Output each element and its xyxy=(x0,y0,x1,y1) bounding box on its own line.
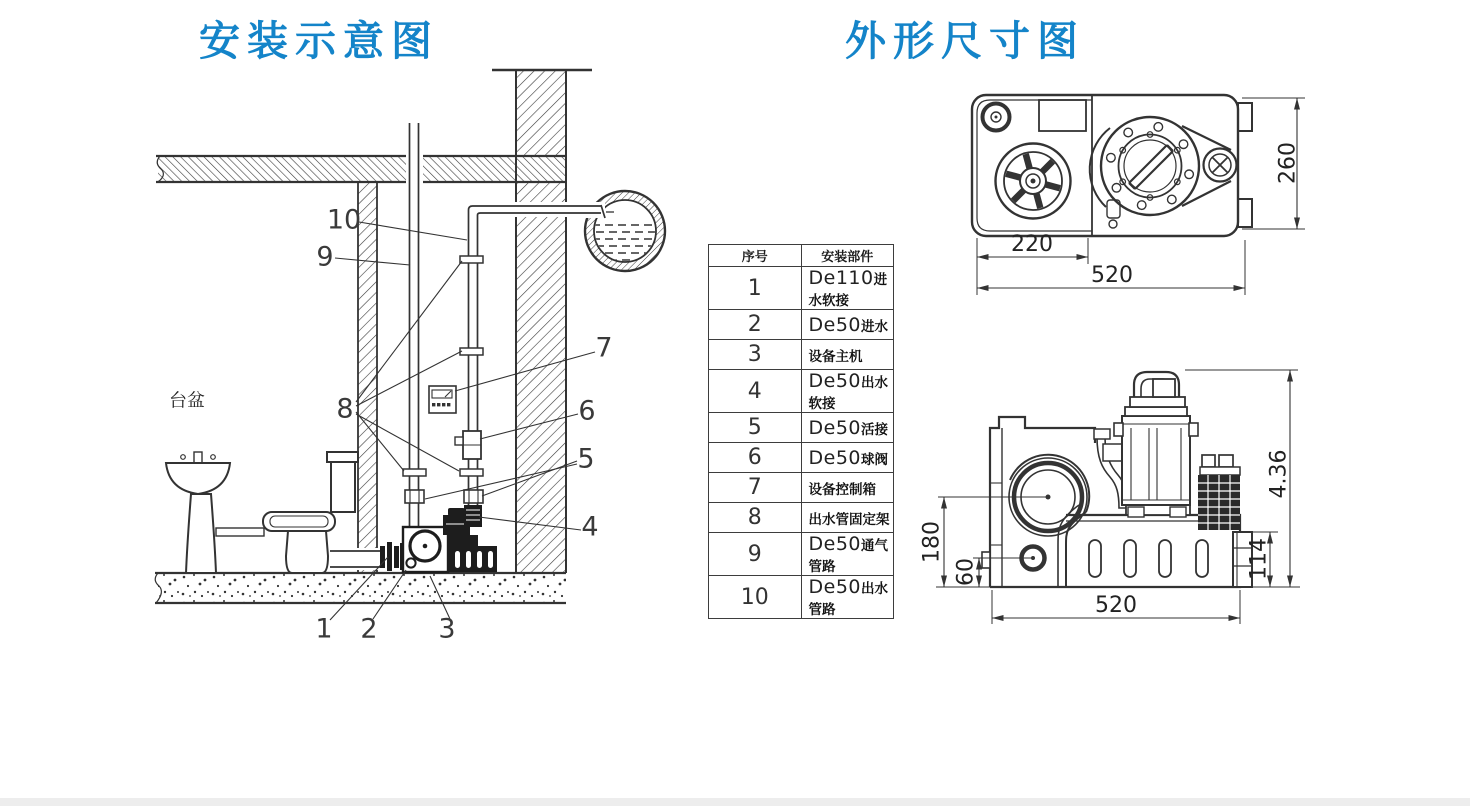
row-no: 3 xyxy=(709,340,802,370)
dim-front-width-total: 520 xyxy=(1095,593,1137,618)
dim-front-total-height: 4.36 xyxy=(1266,449,1292,499)
row-part xyxy=(801,576,894,619)
row-no: 7 xyxy=(709,473,802,503)
pump-unit xyxy=(380,505,497,572)
dim-top-width-partial: 220 xyxy=(1011,232,1053,257)
pipe-bracket xyxy=(460,348,483,355)
row-part xyxy=(801,267,894,310)
callout-2: 2 xyxy=(360,613,378,645)
inlet-flex-connector xyxy=(380,542,404,571)
wash-basin xyxy=(166,452,264,573)
ceiling-slab xyxy=(158,156,566,182)
row-no: 10 xyxy=(709,576,802,619)
callout-10: 10 xyxy=(326,204,362,236)
dimensions-title: 外形尺寸图 xyxy=(845,17,1085,65)
callout-8: 8 xyxy=(336,393,354,425)
union-fitting xyxy=(464,490,483,503)
callout-3: 3 xyxy=(438,613,456,645)
table-row xyxy=(709,267,894,310)
table-row xyxy=(709,413,894,443)
pipe-bracket xyxy=(460,469,483,476)
front-view-drawing xyxy=(920,370,1300,624)
table-row xyxy=(709,576,894,619)
right-wall-lower xyxy=(516,182,566,573)
dim-top-height: 260 xyxy=(1275,142,1301,184)
header-part: 安装部件 xyxy=(801,245,894,267)
check-valve xyxy=(1198,455,1240,530)
row-part xyxy=(801,473,894,503)
part-label: 进水软接 xyxy=(808,272,888,309)
row-part xyxy=(801,413,894,443)
callout-1: 1 xyxy=(315,613,333,645)
toilet-outlet-pipe xyxy=(330,551,381,567)
row-no: 4 xyxy=(709,370,802,413)
tank-slots xyxy=(1089,540,1208,577)
ball-valve xyxy=(455,431,481,459)
row-part xyxy=(801,310,894,340)
pipe-bracket xyxy=(403,469,426,476)
dim-front-outlet-height: 114 xyxy=(1246,538,1272,580)
table-row xyxy=(709,443,894,473)
dim-top-width-total: 520 xyxy=(1091,263,1133,288)
part-code: De50 xyxy=(808,576,861,598)
row-part xyxy=(801,503,894,533)
right-wall-upper xyxy=(516,70,566,156)
part-label: 出水软接 xyxy=(808,375,888,412)
part-code: De50 xyxy=(808,416,861,439)
top-view-drawing xyxy=(972,95,1305,295)
row-part xyxy=(801,370,894,413)
callout-6: 6 xyxy=(578,395,596,427)
pipe-fittings xyxy=(403,256,483,503)
floor-slab xyxy=(158,573,566,603)
union-fitting xyxy=(405,490,424,503)
table-header-row xyxy=(709,245,894,267)
table-row xyxy=(709,310,894,340)
table-row xyxy=(709,473,894,503)
part-label: 设备主机 xyxy=(808,348,863,365)
installation-diagram xyxy=(155,70,665,644)
submersible-motor xyxy=(1114,372,1198,517)
page-bottom-edge xyxy=(0,798,1470,806)
part-label: 出水管固定架 xyxy=(808,511,890,528)
table-row xyxy=(709,370,894,413)
callout-4: 4 xyxy=(581,511,599,543)
row-part xyxy=(801,340,894,370)
part-code: De50 xyxy=(808,446,861,469)
part-code: De110 xyxy=(808,267,874,289)
sewer-pipe-section xyxy=(585,191,665,271)
callout-9: 9 xyxy=(316,241,334,273)
part-code: De50 xyxy=(808,533,861,555)
row-no: 6 xyxy=(709,443,802,473)
row-no: 8 xyxy=(709,503,802,533)
parts-table xyxy=(708,244,894,619)
part-label: 活接 xyxy=(861,421,888,438)
row-part xyxy=(801,443,894,473)
table-row xyxy=(709,533,894,576)
table-row xyxy=(709,340,894,370)
part-code: De50 xyxy=(808,313,861,336)
row-no: 2 xyxy=(709,310,802,340)
part-label: 进水 xyxy=(861,318,888,335)
outlet-flex-connector xyxy=(464,505,482,527)
part-code: De50 xyxy=(808,370,861,392)
row-no: 9 xyxy=(709,533,802,576)
row-no: 5 xyxy=(709,413,802,443)
table-row xyxy=(709,503,894,533)
row-no: 1 xyxy=(709,267,802,310)
part-label: 出水管路 xyxy=(808,581,888,618)
pipe-bracket xyxy=(460,256,483,263)
part-label: 设备控制箱 xyxy=(808,481,876,498)
dim-front-drain-height: 60 xyxy=(953,558,979,586)
control-box xyxy=(429,386,456,413)
installation-title: 安装示意图 xyxy=(199,17,439,65)
row-part xyxy=(801,533,894,576)
dim-front-inlet-height: 180 xyxy=(919,521,945,563)
part-label: 球阀 xyxy=(861,451,888,468)
header-no: 序号 xyxy=(709,245,802,267)
callout-7: 7 xyxy=(595,332,613,364)
callout-5: 5 xyxy=(577,443,595,475)
basin-label: 台盆 xyxy=(169,390,205,412)
part-label: 通气管路 xyxy=(808,538,888,575)
